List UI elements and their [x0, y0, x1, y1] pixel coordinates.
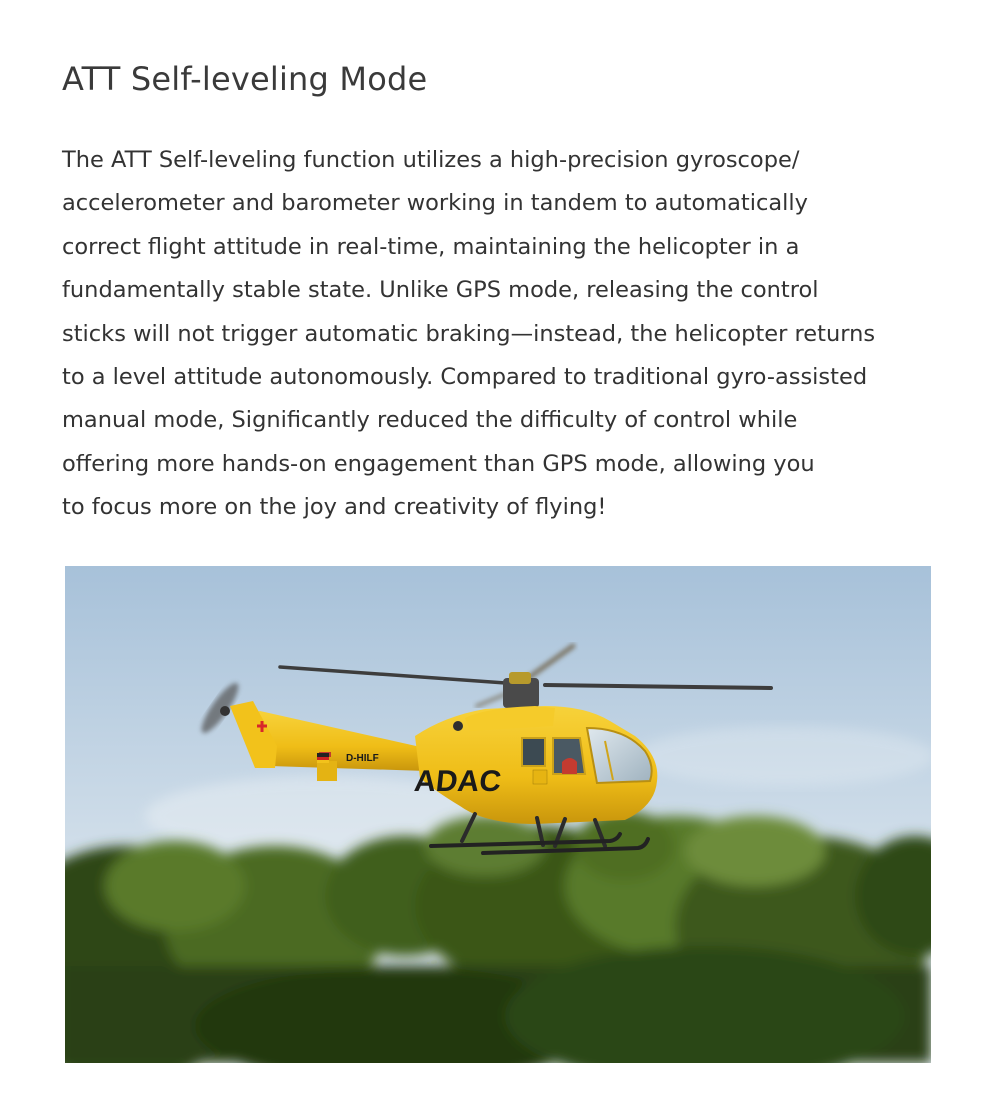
- description-line: correct flight attitude in real-time, maintaining the helicopter in a: [62, 233, 800, 260]
- description-line: offering more hands-on engagement than GPS mode, allowing you: [62, 450, 815, 477]
- description-line: to a level attitude autonomously. Compared to traditional gyro-assisted: [62, 364, 868, 391]
- cloud: [635, 726, 931, 786]
- description-line: sticks will not trigger automatic braking—instead, the helicopter returns: [62, 320, 876, 347]
- description-line: manual mode, Significantly reduced the difficulty of control while: [62, 407, 798, 434]
- description-line: The ATT Self-leveling function utilizes a high-precision gyroscope/: [62, 147, 800, 173]
- side-window: [522, 738, 545, 766]
- description-line: fundamentally stable state. Unlike GPS mode, releasing the control: [62, 277, 819, 304]
- description-paragraph: [62, 139, 982, 530]
- helicopter-photo: [65, 566, 931, 1063]
- fuselage-lettering: ADAC: [412, 765, 503, 798]
- description-line: accelerometer and barometer working in tandem to automatically: [62, 190, 808, 217]
- tail-registration: D-HILF: [346, 753, 379, 764]
- tree-foliage: [65, 811, 931, 1063]
- description-line: to focus more on the joy and creativity of flying!: [62, 494, 607, 521]
- page-title: ATT Self-leveling Mode: [62, 60, 428, 98]
